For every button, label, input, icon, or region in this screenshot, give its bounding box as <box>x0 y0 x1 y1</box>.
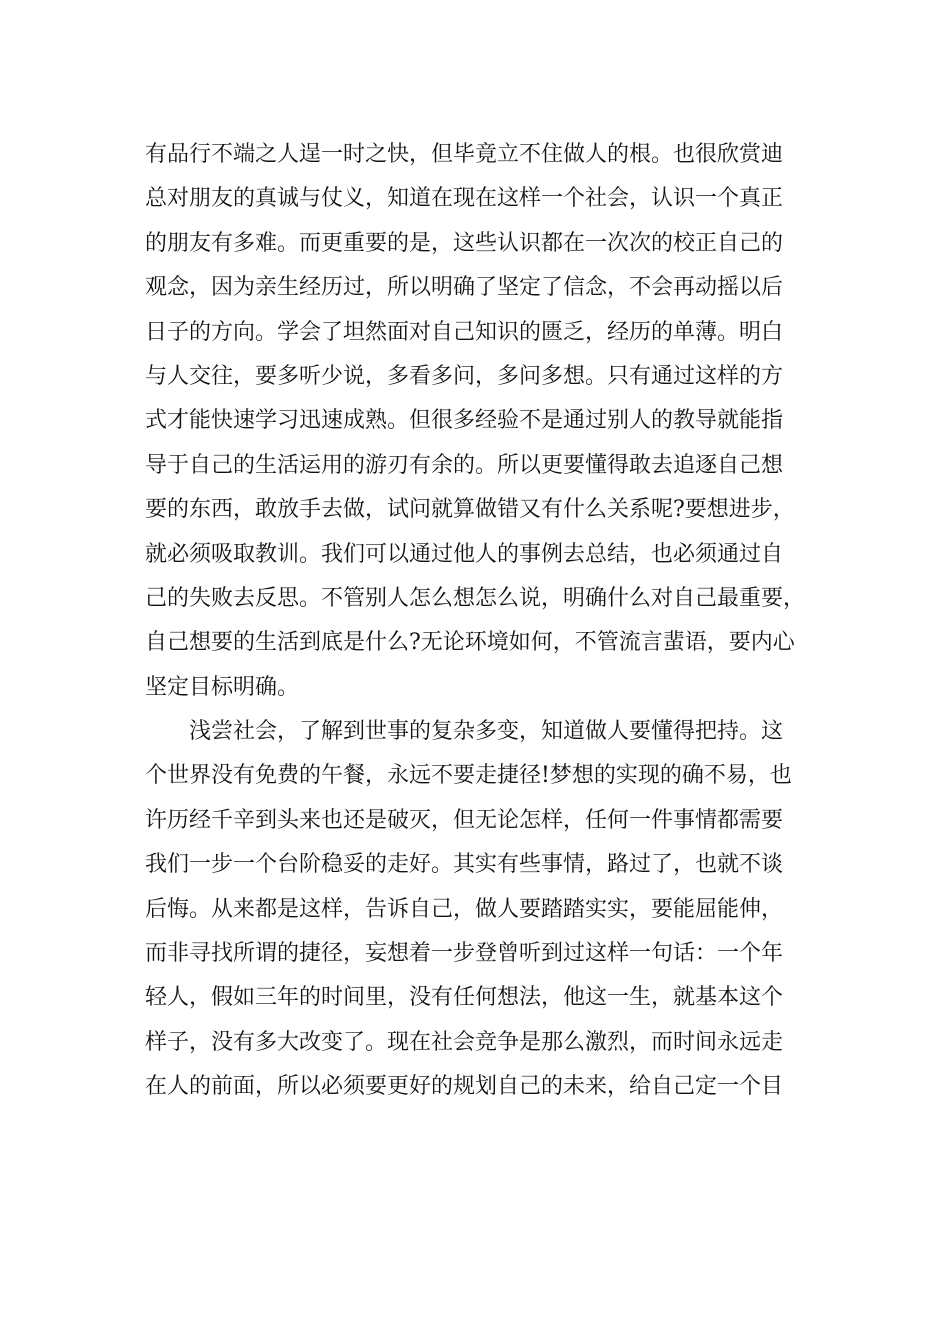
text-line: 样子，没有多大改变了。现在社会竞争是那么激烈，而时间永远走 <box>145 1029 784 1055</box>
text-line: 导于自己的生活运用的游刃有余的。所以更要懂得敢去追逐自己想 <box>145 452 784 478</box>
text-line: 总对朋友的真诚与仗义，知道在现在这样一个社会，认识一个真正 <box>145 186 784 212</box>
text-line: 式才能快速学习迅速成熟。但很多经验不是通过别人的教导就能指 <box>145 408 784 434</box>
text-line: 观念，因为亲生经历过，所以明确了坚定了信念，不会再动摇以后 <box>145 275 784 301</box>
text-line: 的朋友有多难。而更重要的是，这些认识都在一次次的校正自己的 <box>145 230 784 256</box>
text-line: 个世界没有免费的午餐，永远不要走捷径!梦想的实现的确不易，也 <box>145 763 792 789</box>
text-line: 坚定目标明确。 <box>145 674 300 700</box>
text-line: 许历经千辛到头来也还是破灭，但无论怎样，任何一件事情都需要 <box>145 807 784 833</box>
body-text <box>145 133 825 1110</box>
text-line: 与人交往，要多听少说，多看多问，多问多想。只有通过这样的方 <box>145 363 784 389</box>
text-line: 浅尝社会，了解到世事的复杂多变，知道做人要懂得把持。这 <box>189 719 784 745</box>
text-line: 自己想要的生活到底是什么?无论环境如何，不管流言蜚语，要内心 <box>145 630 795 656</box>
paragraph <box>145 133 825 710</box>
text-line: 要的东西，敢放手去做，试问就算做错又有什么关系呢?要想进步， <box>145 497 795 523</box>
paragraph <box>145 710 825 1110</box>
text-line: 有品行不端之人逞一时之快，但毕竟立不住做人的根。也很欣赏迪 <box>145 142 784 167</box>
text-line: 轻人，假如三年的时间里，没有任何想法，他这一生，就基本这个 <box>145 985 784 1011</box>
text-line: 在人的前面，所以必须要更好的规划自己的未来，给自己定一个目 <box>145 1074 784 1100</box>
text-line: 我们一步一个台阶稳妥的走好。其实有些事情，路过了，也就不谈 <box>145 852 784 878</box>
text-line: 日子的方向。学会了坦然面对自己知识的匮乏，经历的单薄。明白 <box>145 319 784 345</box>
text-line: 后悔。从来都是这样，告诉自己，做人要踏踏实实，要能屈能伸， <box>145 896 784 922</box>
text-line: 己的失败去反思。不管别人怎么想怎么说，明确什么对自己最重要， <box>145 585 806 611</box>
text-line: 就必须吸取教训。我们可以通过他人的事例去总结，也必须通过自 <box>145 541 784 567</box>
text-line: 而非寻找所谓的捷径，妄想着一步登曾听到过这样一句话：一个年 <box>145 941 784 967</box>
